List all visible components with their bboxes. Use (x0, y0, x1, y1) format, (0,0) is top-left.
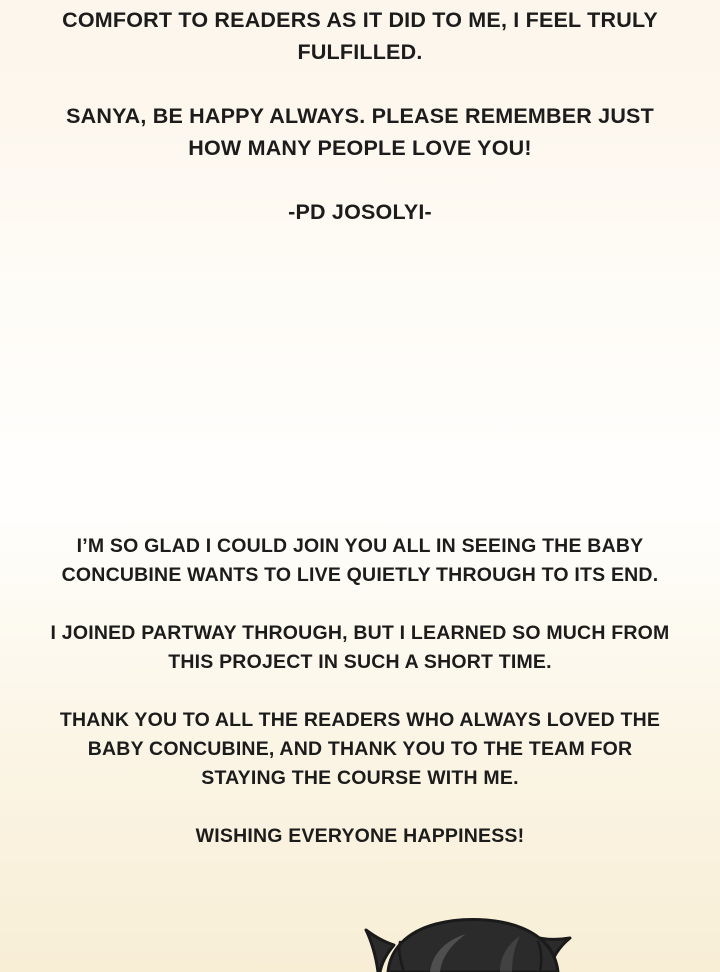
bottom-letter-paragraph-1: I’M SO GLAD I COULD JOIN YOU ALL IN SEEING THE BABY CONCUBINE WANTS TO LIVE QUIETLY THROUGH TO ITS END. (61, 535, 659, 586)
paragraph-spacer (0, 793, 720, 822)
paragraph-spacer (0, 68, 720, 100)
top-letter-paragraph-1: COMFORT TO READERS AS IT DID TO ME, I FEEL TRULY FULFILLED. (62, 8, 658, 64)
paragraph-spacer (0, 677, 720, 706)
bottom-letter-paragraph-4: WISHING EVERYONE HAPPINESS! (195, 825, 525, 847)
bottom-letter-paragraph-3: THANK YOU TO ALL THE READERS WHO ALWAYS LOVED THE BABY CONCUBINE, AND THANK YOU TO THE TEAM FOR STAYING THE COURSE WITH ME. (59, 709, 661, 789)
bottom-letter (0, 532, 720, 851)
top-letter (0, 4, 720, 228)
paragraph-spacer (0, 590, 720, 619)
bottom-letter-paragraph-2: I JOINED PARTWAY THROUGH, BUT I LEARNED SO MUCH FROM THIS PROJECT IN SUCH A SHORT TIME. (50, 622, 670, 673)
character-head-peeking-icon (0, 900, 720, 972)
signature-spacer (0, 164, 720, 196)
top-letter-paragraph-2: SANYA, BE HAPPY ALWAYS. PLEASE REMEMBER JUST HOW MANY PEOPLE LOVE YOU! (66, 104, 654, 160)
illustration-area (0, 900, 720, 972)
top-letter-signature: -PD JOSOLYI- (288, 200, 432, 224)
